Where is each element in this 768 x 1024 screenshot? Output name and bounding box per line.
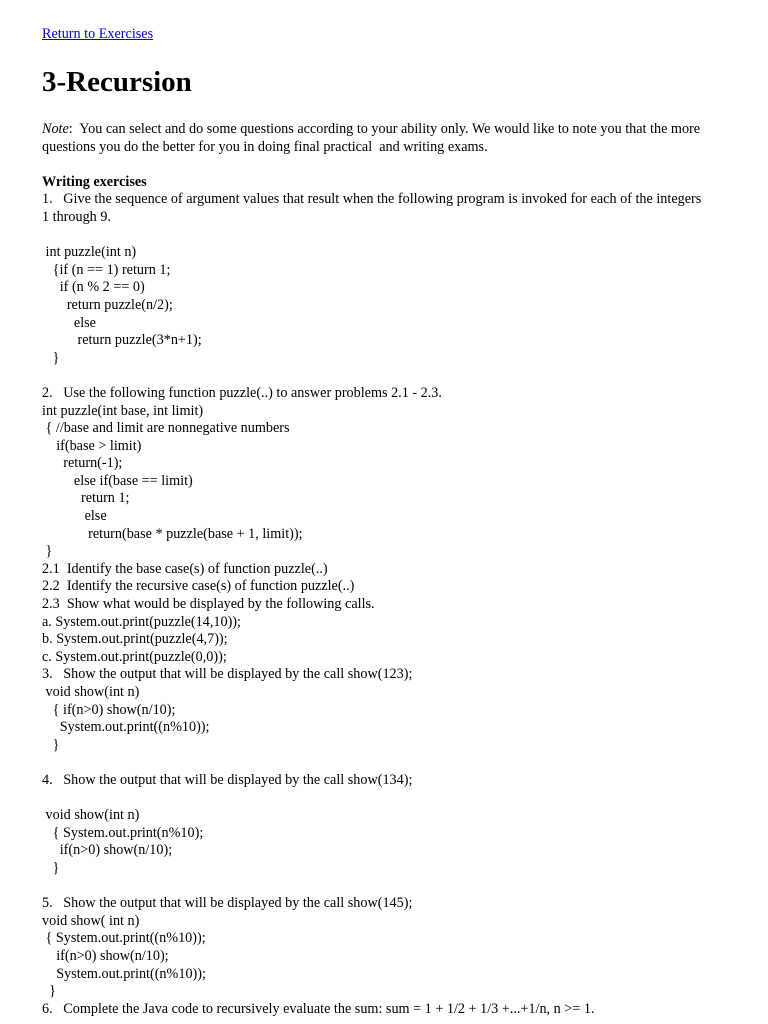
q6-intro: 6. Complete the Java code to recursively evaluate the sum: sum = 1 + 1/2 + 1/3 +...+1/n, n >= 1. bbox=[42, 1000, 595, 1017]
q2-code-line: return 1; bbox=[42, 490, 130, 507]
q2-intro: 2. Use the following function puzzle(..) to answer problems 2.1 - 2.3. bbox=[42, 384, 442, 401]
q3-code-line: } bbox=[42, 736, 60, 753]
q2-parts-line: 2.2 Identify the recursive case(s) of function puzzle(..) bbox=[42, 578, 355, 595]
q1-code-line: else bbox=[42, 314, 96, 331]
q1-code-line: return puzzle(n/2); bbox=[42, 296, 173, 313]
note-line-2: questions you do the better for you in doing final practical and writing exams. bbox=[42, 138, 488, 155]
q2-code-line: return(-1); bbox=[42, 455, 123, 472]
q1-code-block bbox=[42, 244, 754, 367]
q2-code-line: else if(base == limit) bbox=[42, 472, 193, 489]
q5-intro: 5. Show the output that will be displayed by the call show(145); bbox=[42, 895, 413, 912]
q2-parts-list bbox=[42, 561, 754, 667]
q1-text-line-1: 1. Give the sequence of argument values that result when the following program is invoked for each of the integers bbox=[42, 191, 702, 208]
spacer bbox=[42, 367, 754, 385]
q3-intro: 3. Show the output that will be displayed by the call show(123); bbox=[42, 666, 413, 683]
note-text-1: : You can select and do some questions according to your ability only. We would like to note you that the more bbox=[68, 121, 701, 137]
q1-code-line: {if (n == 1) return 1; bbox=[42, 261, 171, 278]
q5-code-line: System.out.print((n%10)); bbox=[42, 965, 206, 982]
q2-code-line: { //base and limit are nonnegative numbers bbox=[42, 420, 290, 437]
q2-code-line: } bbox=[42, 543, 53, 560]
spacer bbox=[42, 878, 754, 896]
q4-code-line: void show(int n) bbox=[42, 807, 140, 824]
spacer bbox=[42, 754, 754, 772]
q2-code-line: int puzzle(int base, int limit) bbox=[42, 402, 204, 419]
q4-intro: 4. Show the output that will be displayed by the call show(134); bbox=[42, 771, 413, 788]
q1-text-line-2: 1 through 9. bbox=[42, 208, 111, 225]
section-heading: Writing exercises bbox=[42, 173, 147, 190]
q4-code-line: { System.out.print(n%10); bbox=[42, 824, 204, 841]
q5-code-line: } bbox=[42, 983, 56, 1000]
spacer bbox=[42, 156, 754, 174]
q2-code-line: return(base * puzzle(base + 1, limit)); bbox=[42, 525, 303, 542]
q2-code-block bbox=[42, 403, 754, 561]
q1-code-line: } bbox=[42, 349, 60, 366]
q4-code-block bbox=[42, 807, 754, 877]
note-label: Note bbox=[42, 121, 69, 137]
q4-code-line: } bbox=[42, 859, 60, 876]
q2-parts-line: 2.1 Identify the base case(s) of function puzzle(..) bbox=[42, 560, 328, 577]
spacer bbox=[42, 227, 754, 245]
q3-code-line: System.out.print((n%10)); bbox=[42, 719, 210, 736]
q5-code-block bbox=[42, 913, 754, 1001]
q2-parts-line: 2.3 Show what would be displayed by the following calls. bbox=[42, 596, 375, 613]
q3-code-block bbox=[42, 684, 754, 754]
q2-code-line: else bbox=[42, 508, 107, 525]
q2-parts-line: c. System.out.print(puzzle(0,0)); bbox=[42, 648, 227, 665]
note-line-1 bbox=[42, 121, 754, 139]
return-to-exercises-link[interactable]: Return to Exercises bbox=[42, 26, 154, 42]
q1-code-line: int puzzle(int n) bbox=[42, 244, 137, 261]
q2-parts-line: b. System.out.print(puzzle(4,7)); bbox=[42, 631, 228, 648]
q1-code-line: return puzzle(3*n+1); bbox=[42, 332, 202, 349]
q5-code-line: { System.out.print((n%10)); bbox=[42, 930, 206, 947]
q2-parts-line: a. System.out.print(puzzle(14,10)); bbox=[42, 613, 241, 630]
spacer bbox=[42, 790, 754, 808]
q3-code-line: { if(n>0) show(n/10); bbox=[42, 701, 176, 718]
q5-code-line: void show( int n) bbox=[42, 912, 140, 929]
q1-code-line: if (n % 2 == 0) bbox=[42, 279, 145, 296]
q3-code-line: void show(int n) bbox=[42, 684, 140, 700]
q5-code-line: if(n>0) show(n/10); bbox=[42, 947, 169, 964]
q4-code-line: if(n>0) show(n/10); bbox=[42, 842, 173, 859]
q2-code-line: if(base > limit) bbox=[42, 437, 142, 454]
page-title: 3-Recursion bbox=[42, 66, 192, 98]
exercise-body bbox=[42, 121, 754, 1018]
